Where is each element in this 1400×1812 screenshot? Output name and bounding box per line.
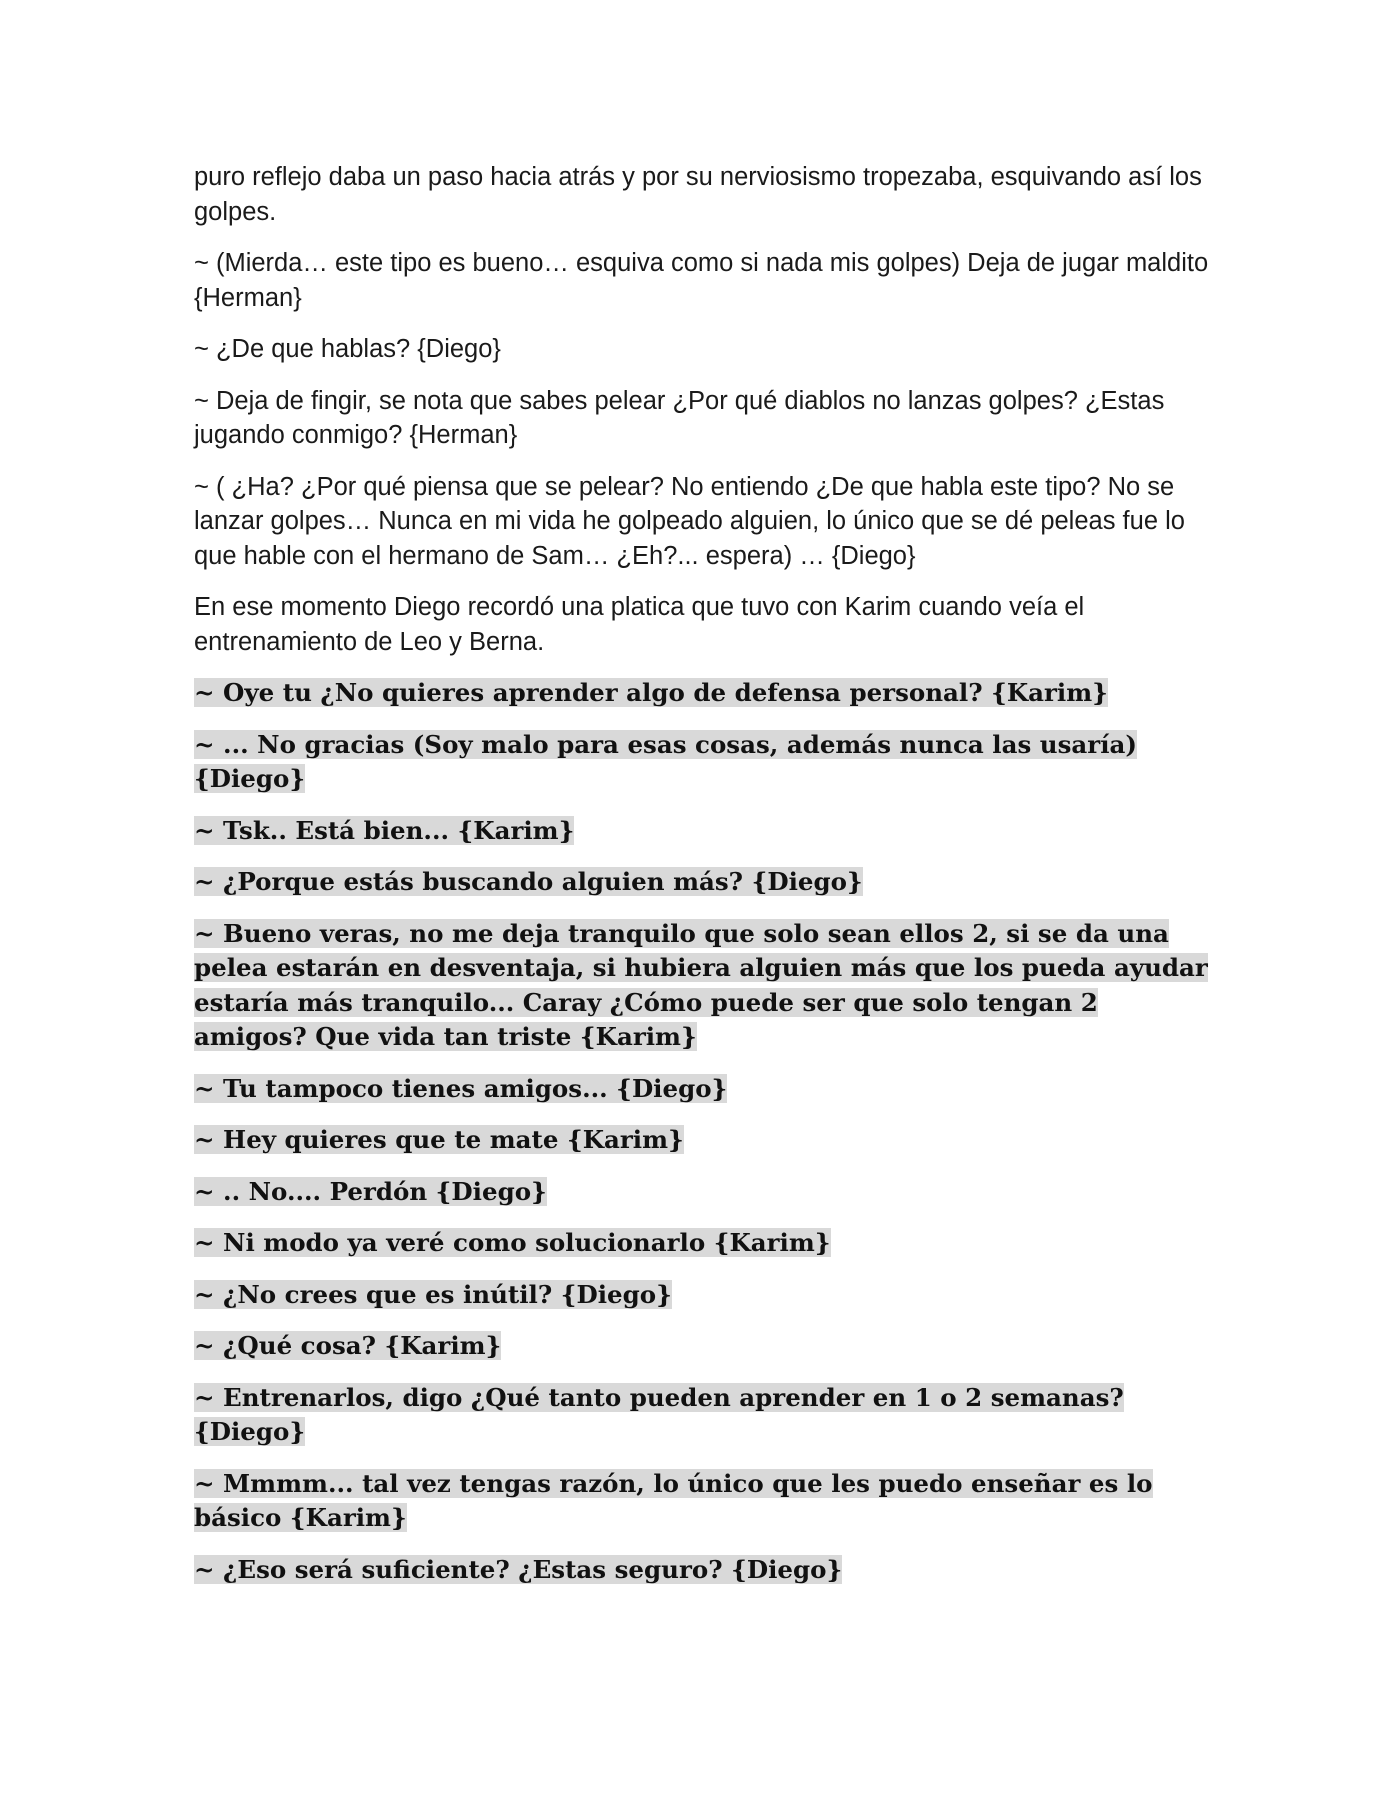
highlighted-text: ~ ¿Eso será suficiente? ¿Estas seguro? {Diego} (194, 1554, 843, 1584)
highlighted-text: ~ Oye tu ¿No quieres aprender algo de defensa personal? {Karim} (194, 678, 1108, 707)
flashback-line-diego (194, 1072, 1210, 1107)
highlighted-text: ~ ¿Porque estás buscando alguien más? {Diego} (194, 867, 863, 896)
highlighted-text: ~ Tu tampoco tienes amigos... {Diego} (194, 1073, 728, 1103)
flashback-line-diego (194, 1175, 1210, 1210)
paragraph-text: ~ ( ¿Ha? ¿Por qué piensa que se pelear? No entiendo ¿De que habla este tipo? No se lanzar golpes… Nunca en mi vida he golpeado alguien, lo único que se dé peleas fue lo que hable con el hermano de Sam… ¿Eh?... espera) … {Diego} (194, 472, 1185, 570)
flashback-line-karim (194, 1226, 1210, 1261)
highlighted-text: ~ Entrenarlos, digo ¿Qué tanto pueden aprender en 1 o 2 semanas? {Diego} (194, 1382, 1124, 1446)
flashback-line-karim (194, 917, 1210, 1055)
highlighted-text: ~ ¿No crees que es inútil? {Diego} (194, 1279, 672, 1309)
flashback-line-karim (194, 814, 1210, 849)
flashback-line-karim (194, 1123, 1210, 1158)
flashback-line-diego (194, 728, 1210, 797)
highlighted-text: ~ Hey quieres que te mate {Karim} (194, 1125, 684, 1154)
dialogue-line-herman (194, 384, 1210, 453)
paragraph-text: ~ ¿De que hablas? {Diego} (194, 335, 501, 363)
highlighted-text: ~ Mmmm... tal vez tengas razón, lo único que les puedo enseñar es lo básico {Karim} (194, 1468, 1153, 1532)
highlighted-text: ~ ... No gracias (Soy malo para esas cosas, además nunca las usaría) {Diego} (194, 729, 1137, 793)
flashback-line-karim (194, 676, 1210, 711)
highlighted-text: ~ ¿Qué cosa? {Karim} (194, 1331, 502, 1360)
narrative-paragraph (194, 590, 1210, 659)
paragraph-text: ~ Deja de fingir, se nota que sabes pelear ¿Por qué diablos no lanzas golpes? ¿Estas jugando conmigo? {Herman} (194, 386, 1165, 449)
flashback-line-karim (194, 1467, 1210, 1536)
paragraph-text: puro reflejo daba un paso hacia atrás y por su nerviosismo tropezaba, esquivando así los golpes. (194, 163, 1202, 226)
highlighted-text: ~ Ni modo ya veré como solucionarlo {Karim} (194, 1228, 831, 1257)
dialogue-line-diego (194, 332, 1210, 367)
flashback-line-diego (194, 1553, 1210, 1588)
dialogue-line-herman (194, 246, 1210, 315)
flashback-line-diego (194, 1278, 1210, 1313)
dialogue-line-diego (194, 470, 1210, 574)
paragraph-text: En ese momento Diego recordó una platica que tuvo con Karim cuando veía el entrenamiento de Leo y Berna. (194, 593, 1085, 656)
highlighted-text: ~ .. No.... Perdón {Diego} (194, 1176, 547, 1206)
highlighted-text: ~ Tsk.. Está bien... {Karim} (194, 815, 575, 845)
flashback-line-diego (194, 865, 1210, 900)
flashback-line-diego (194, 1381, 1210, 1450)
page-body (194, 160, 1210, 1604)
highlighted-text: ~ Bueno veras, no me deja tranquilo que solo sean ellos 2, si se da una pelea estarán en desventaja, si hubiera alguien más que los pueda ayudar estaría más tranquilo... Caray ¿Cómo puede ser que solo tengan 2 amigos? Que vida tan triste {Karim} (194, 918, 1208, 1051)
flashback-line-karim (194, 1329, 1210, 1364)
narrative-paragraph (194, 160, 1210, 229)
paragraph-text: ~ (Mierda… este tipo es bueno… esquiva como si nada mis golpes) Deja de jugar maldito {Herman} (194, 249, 1209, 312)
